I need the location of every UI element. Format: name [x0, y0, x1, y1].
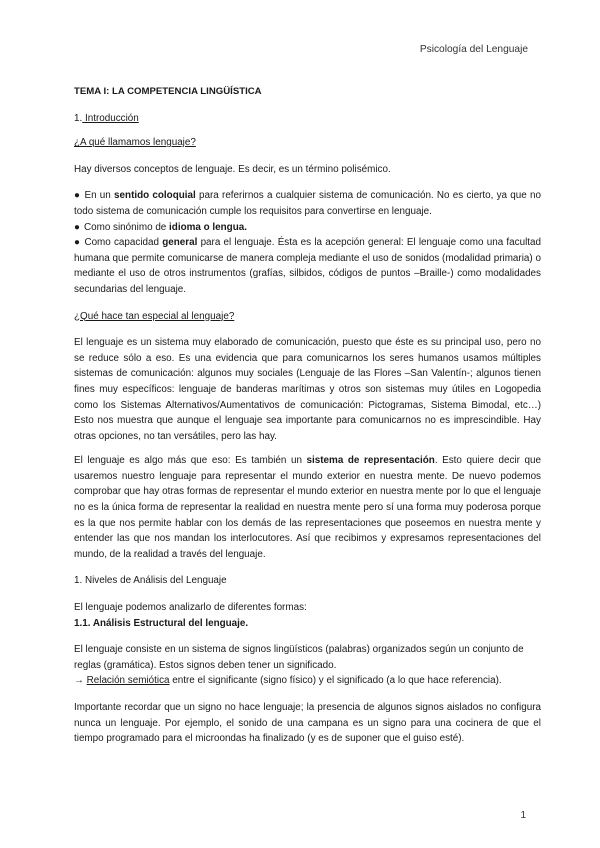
paragraph-text: El lenguaje es algo más que eso: Es también un	[74, 455, 307, 467]
question-heading-1: ¿A qué llamamos lenguaje?	[74, 137, 196, 149]
paragraph-text: entre el significante (signo físico) y el significado (a lo que hace referencia).	[169, 675, 502, 687]
bullet-item-3	[74, 235, 541, 297]
bullet-icon: ●	[74, 190, 81, 202]
bullet-item-2	[74, 220, 541, 236]
paragraph-relacion-semiotica	[74, 673, 541, 689]
paragraph-signo-lenguaje: Importante recordar que un signo no hace lenguaje; la presencia de algunos signos aislados no configura nunca un lenguaje. Por ejemplo, el sonido de una campana es un signo para una cocinera de que el tiempo programado para el microondas ha finalizado (y es de suponer que el guiso esté).	[74, 702, 541, 745]
section-label: Introducción	[82, 112, 139, 124]
section-heading-introduccion	[74, 111, 541, 127]
page-number: 1	[520, 810, 526, 821]
bullet-bold: general	[162, 237, 198, 249]
section-heading-niveles: 1. Niveles de Análisis del Lenguaje	[74, 575, 227, 587]
bullet-text: Como capacidad	[84, 237, 163, 249]
document-body	[74, 84, 541, 747]
running-header: Psicología del Lenguaje	[419, 44, 528, 55]
bullet-text: En un	[84, 190, 115, 202]
question-heading-2: ¿Qué hace tan especial al lenguaje?	[74, 310, 235, 322]
bullet-text: Como sinónimo de	[83, 221, 170, 233]
bullet-item-1	[74, 188, 541, 219]
bullet-text: para referirnos a cualquier sistema de comunicación. No es cierto, ya que no todo sistema de comunicación cumple los requisitos para convertirse en lenguaje.	[74, 190, 542, 217]
arrow-icon: →	[74, 675, 87, 687]
bullet-bold: sentido coloquial	[114, 190, 196, 202]
bullet-icon: ●	[74, 221, 80, 233]
paragraph-formas: El lenguaje podemos analizarlo de diferentes formas:	[74, 602, 307, 614]
chapter-title: TEMA I: LA COMPETENCIA LINGÜÍSTICA	[74, 86, 262, 97]
paragraph-bold: sistema de representación	[306, 455, 435, 467]
paragraph-text: . Esto quiere decir que usaremos nuestro lenguaje para representar el mundo exterior en nuestra mente. De nuevo podemos comprobar que hay otras formas de representar el mundo exterior en nuestra mente por lo que el lenguaje no es la única forma de representar la realidad en nuestra mente pero sí una forma muy poderosa porque es la que nos permite hablar con los demás de las representaciones que poseemos en nuestra mente y entender las que nos mandan los interlocutores. Así que recibimos y expresamos representaciones del mundo, de la realidad a través del lenguaje.	[74, 455, 541, 560]
bullet-bold: idioma o lengua.	[169, 221, 247, 233]
subsection-heading	[74, 616, 541, 632]
paragraph-polisemico: Hay diversos conceptos de lenguaje. Es decir, es un término polisémico.	[74, 163, 391, 175]
subsection-title: 1.1. Análisis Estructural del lenguaje.	[74, 617, 249, 629]
term-relacion-semiotica: Relación semiótica	[86, 675, 170, 687]
paragraph-sistema-representacion	[74, 453, 541, 562]
bullet-icon: ●	[74, 237, 81, 249]
paragraph-signos: El lenguaje consiste en un sistema de signos lingüísticos (palabras) organizados según un conjunto de reglas (gramática). Estos signos deben tener un significado.	[74, 644, 524, 671]
paragraph-sistema-comunicacion: El lenguaje es un sistema muy elaborado de comunicación, puesto que éste es su principal uso, pero no se reduce sólo a eso. Es una evidencia que para comunicarnos los seres humanos usamos múltiples sistemas de comunicación: algunos muy sociales (Lenguaje de las Flores –San Valentín-; algunos tienen fines muy específicos: lenguaje de banderas marítimas y otros son sistemas muy útiles en Logopedia como los Sistemas Alternativos/Aumentativos de comunicación: Pictogramas, Sistema Bimodal, etc…) Esto nos muestra que aunque el lenguaje sea importante para comunicarnos no es imprescindible. Hay otras opciones, no tan versátiles, pero las hay.	[74, 337, 541, 442]
section-number: 1.	[74, 112, 83, 124]
bullet-text: para el lenguaje. Ésta es la acepción general: El lenguaje como una facultad humana que permite comunicarse de manera compleja mediante el uso de sonidos (modalidad primaria) o mediante el uso de otros instrumentos (grafías, silbidos, códigos de puntos –Braille-) como modalidades secundarias del lenguaje.	[74, 237, 541, 295]
